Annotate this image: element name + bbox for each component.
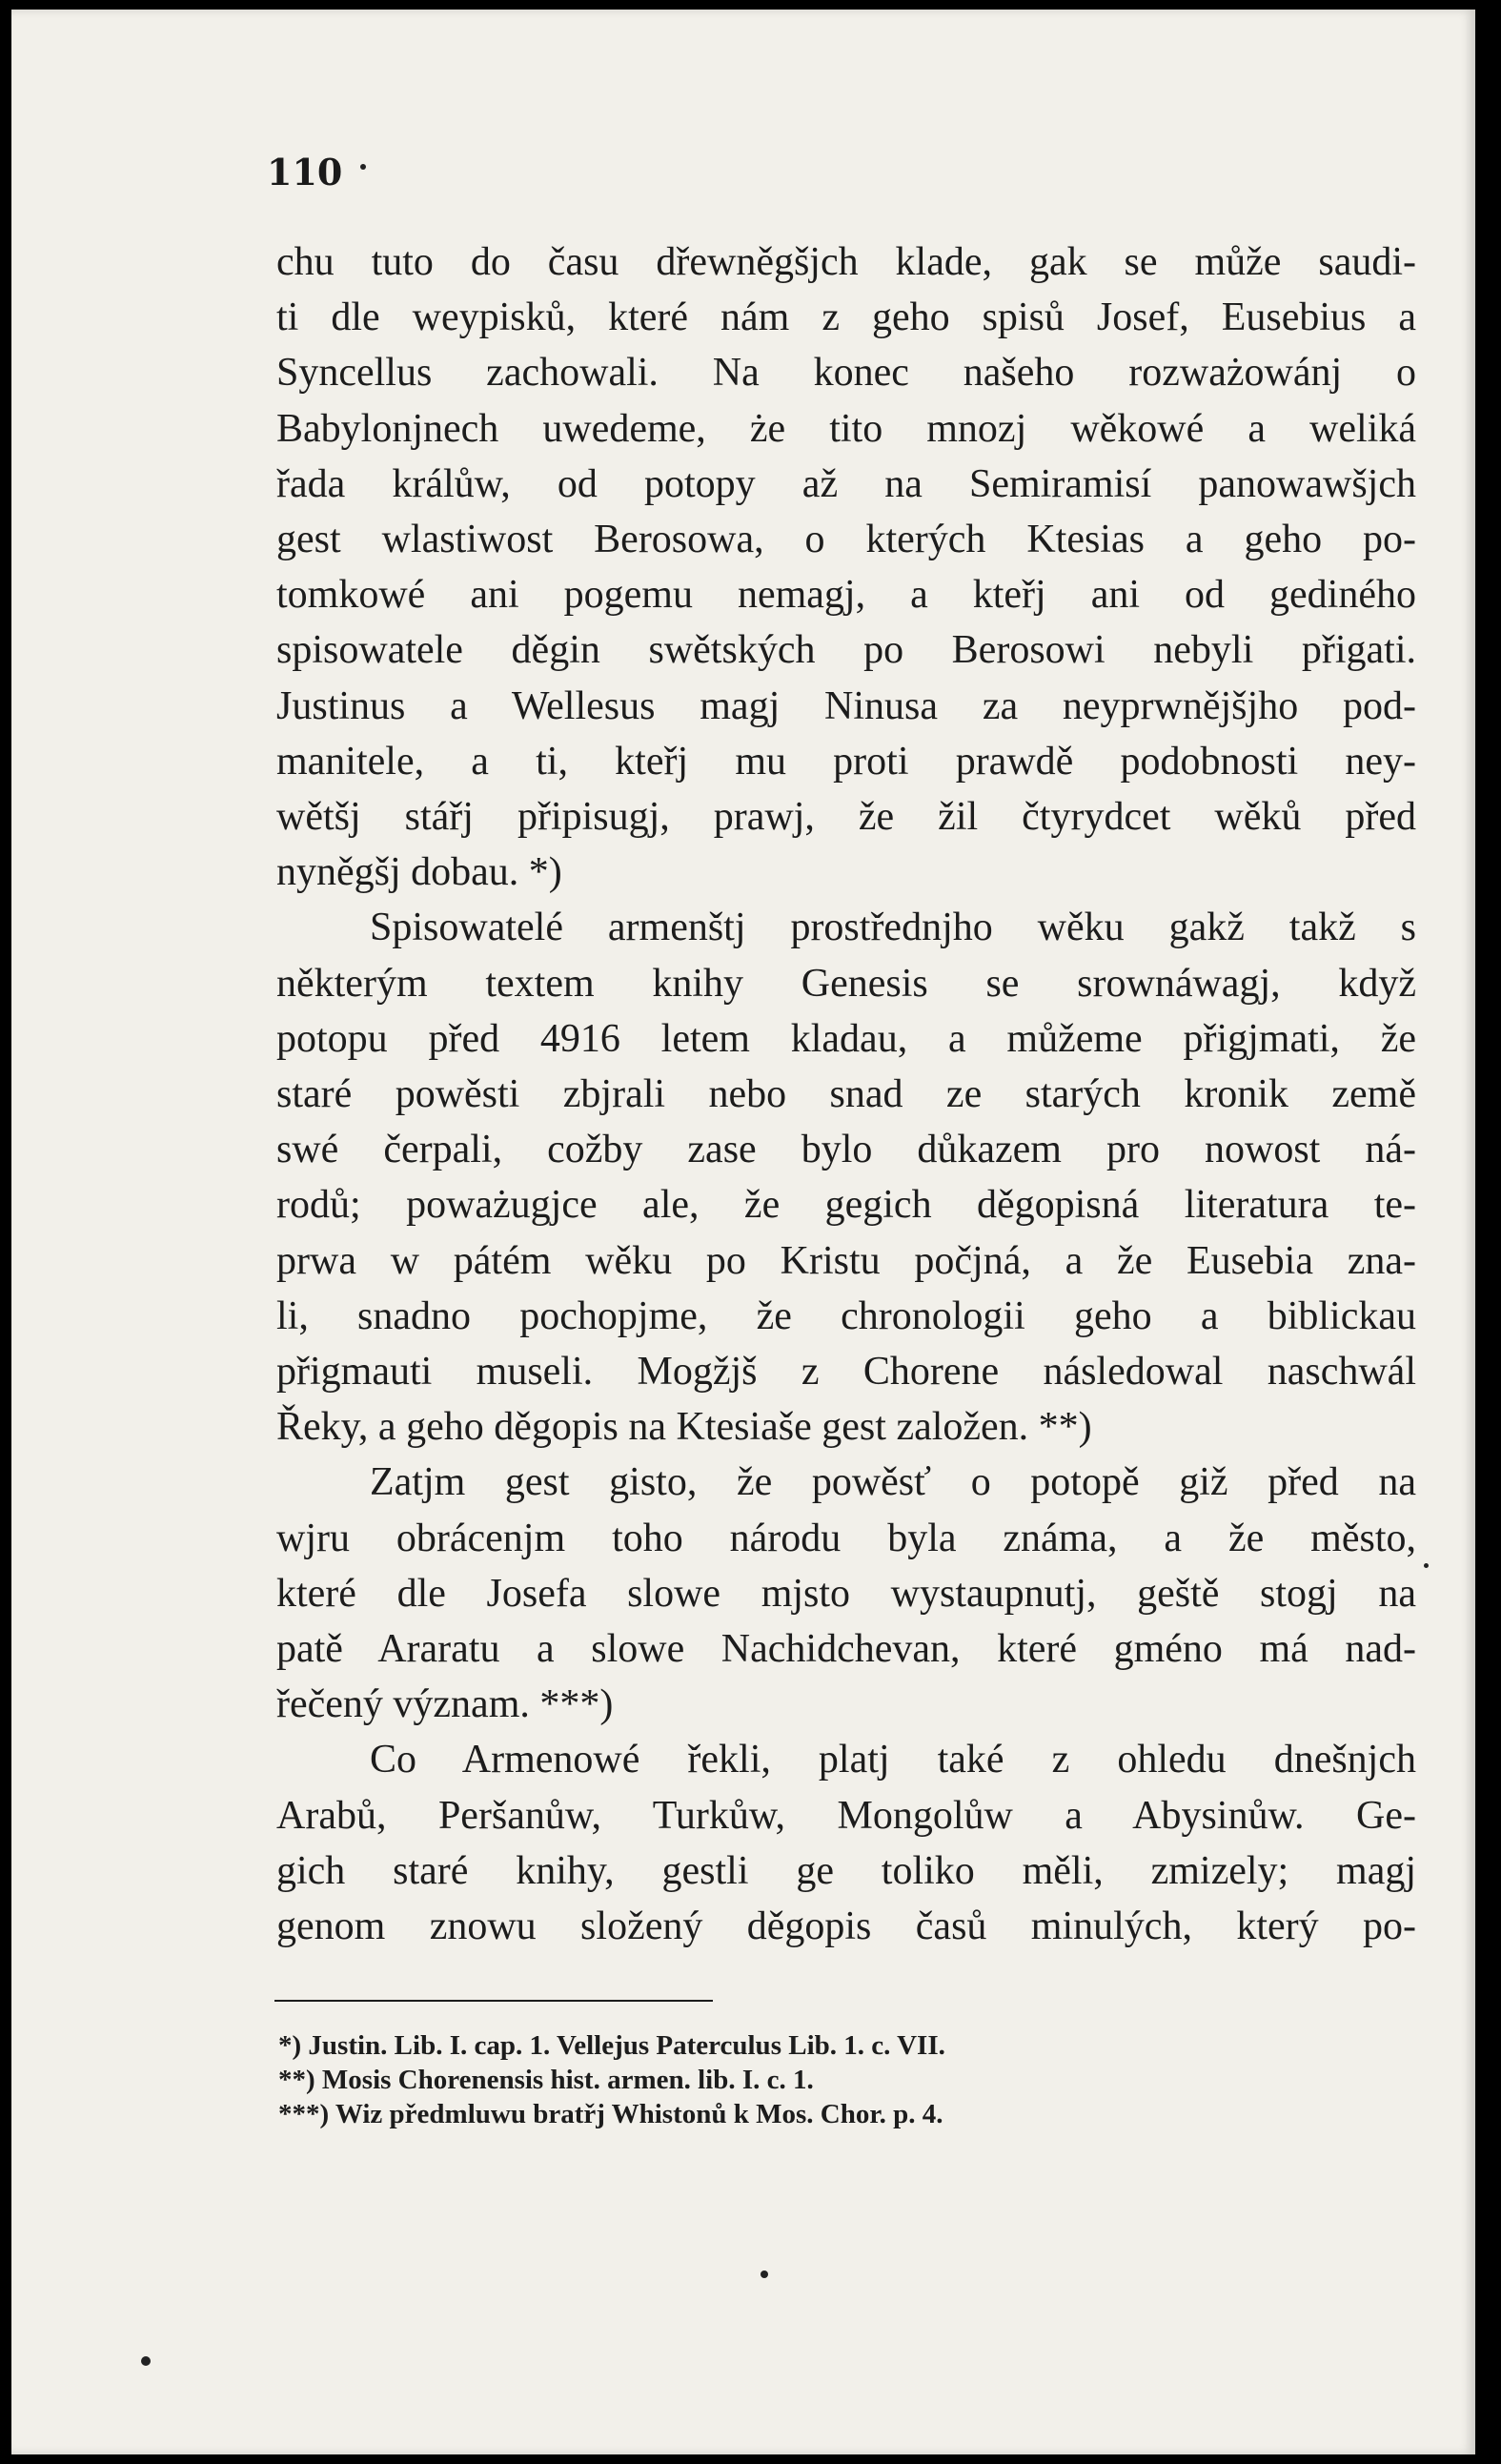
text-line: li, snadno pochopjme, že chronologii geho a biblickau [276,1293,1416,1338]
text-line: swé čerpali, cožby zase bylo důkazem pro nowost ná- [276,1128,1416,1172]
text-line: Syncellus zachowali. Na konec našeho rozważowánj o [276,351,1416,396]
text-line: řečený význam. ***) [276,1682,614,1727]
text-line: Arabů, Peršanůw, Turkůw, Mongolůw a Abysinůw. Ge- [276,1793,1416,1838]
footnote-3: ***) Wiz předmluwu bratřj Whistonů k Mos. Chor. p. 4. [278,2099,943,2129]
text-line: řada králůw, od potopy až na Semiramisí panowawšjch [276,461,1416,506]
text-line: wětšj stářj připisugj, prawj, že žil čtyrydcet wěků před [276,795,1416,840]
text-line: Co Armenowé řekli, platj také z ohledu dnešnjch [370,1738,1416,1782]
text-line: Řeky, a geho děgopis na Ktesiaše gest založen. **) [276,1405,1092,1450]
text-line: wjru obrácenjm toho národu byla známa, a že město, [276,1516,1416,1560]
footnotes [278,2028,1327,2131]
footnote-1: *) Justin. Lib. I. cap. 1. Vellejus Paterculus Lib. 1. c. VII. [278,2030,945,2061]
text-line: Justinus a Wellesus magj Ninusa za neyprwnějšjho pod- [276,683,1416,728]
text-line: Spisowatelé armenštj prostřednjho wěku gakž takž s [370,906,1416,950]
scan-speck [360,164,366,170]
text-line: gest wlastiwost Berosowa, o kterých Ktesias a geho po- [276,518,1416,562]
text-line: potopu před 4916 letem kladau, a můžeme přigjmati, že [276,1016,1416,1061]
text-line: ti dle weypisků, které nám z geho spisů Josef, Eusebius a [276,295,1416,340]
scan-speck [1424,1563,1429,1568]
text-line: prwa w pátém wěku po Kristu počjná, a že Eusebia zna- [276,1238,1416,1283]
text-line: genom znowu složený děgopis časů minulých, který po- [276,1904,1416,1949]
text-line: staré powěsti zbjrali nebo snad ze starých kronik země [276,1072,1416,1117]
body-text [276,234,1416,1954]
text-line: některým textem knihy Genesis se srownáwagj, když [276,961,1416,1006]
text-line: tomkowé ani pogemu nemagj, a kteřj ani od gediného [276,573,1416,618]
text-line: gich staré knihy, gestli ge toliko měli, zmizely; magj [276,1848,1416,1893]
page-number: 110 [267,151,343,193]
scan-speck [761,2271,768,2278]
text-line: manitele, a ti, kteřj mu proti prawdě podobnosti ney- [276,739,1416,784]
text-line: přigmauti museli. Mogžjš z Chorene následowal naschwál [276,1350,1416,1395]
text-line: rodů; poważugjce ale, že gegich děgopisná literatura te- [276,1183,1416,1228]
book-page [11,10,1475,2454]
text-line: Babylonjnech uwedeme, że tito mnozj wěkowé a weliká [276,406,1416,451]
footnote-2: **) Mosis Chorenensis hist. armen. lib. I. c. 1. [278,2065,814,2095]
text-line: chu tuto do času dřewněgšjch klade, gak se může saudi- [276,240,1416,284]
text-line: Zatjm gest gisto, že powěsť o potopě giž před na [370,1460,1416,1505]
text-line: spisowatele děgin swětských po Berosowi nebyli přigati. [276,628,1416,673]
text-line: které dle Josefa slowe mjsto wystaupnutj, geště stogj na [276,1571,1416,1616]
text-line: nyněgšj dobau. *) [276,850,562,895]
text-line: patě Araratu a slowe Nachidchevan, které gméno má nad- [276,1627,1416,1672]
scan-speck [141,2356,151,2366]
footnote-rule [274,2000,713,2002]
